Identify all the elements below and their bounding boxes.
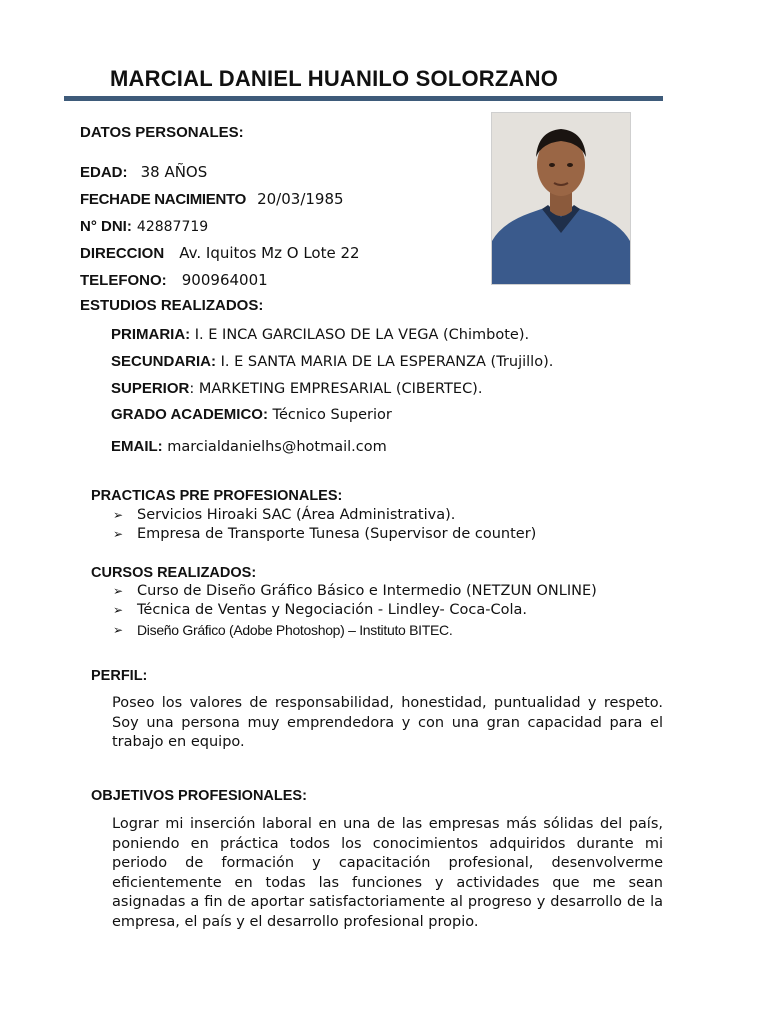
degree-label: GRADO ACADEMICO:	[111, 406, 268, 423]
list-item	[113, 507, 455, 523]
courses-heading: CURSOS REALIZADOS:	[91, 565, 257, 581]
degree-row	[111, 406, 392, 423]
arrow-bullet-icon: ➢	[113, 623, 123, 637]
age-label: EDAD:	[80, 164, 128, 181]
course-item: Diseño Gráfico (Adobe Photoshop) – Instituto BITEC.	[137, 622, 453, 638]
email-label: EMAIL:	[111, 438, 163, 455]
person-portrait-icon	[492, 113, 630, 284]
dni-value: 42887719	[136, 219, 209, 235]
email-value[interactable]: marcialdanielhs@hotmail.com	[167, 439, 387, 455]
profile-heading: PERFIL:	[91, 668, 148, 684]
personal-data-heading: DATOS PERSONALES:	[80, 124, 244, 141]
birth-value: 20/03/1985	[257, 190, 344, 208]
dni-row	[80, 216, 208, 235]
age-row	[80, 162, 207, 181]
phone-value: 900964001	[181, 271, 268, 289]
profile-text: Poseo los valores de responsabilidad, honestidad, puntualidad y respeto. Soy una persona muy emprendedora y con una gran capacidad para el trabajo en equipo.	[112, 695, 663, 750]
objectives-text: Lograr mi inserción laboral en una de las empresas más sólidas del país, poniendo en práctica todos los conocimientos adquiridos durante mi periodo de formación y capacitación profesional, desenvolverme eficientemente en todas las funciones y actividades que me sean asignadas a fin de aportar satisfactoriamente al progreso y desarrollo de la empresa, el país y el desarrollo profesional propio.	[112, 816, 663, 930]
practice-item: Empresa de Transporte Tunesa (Supervisor de counter)	[137, 526, 537, 542]
address-row	[80, 243, 360, 262]
superior-label: SUPERIOR	[111, 380, 190, 397]
practice-item: Servicios Hiroaki SAC (Área Administrativa).	[137, 507, 456, 523]
candidate-name: MARCIAL DANIEL HUANILO SOLORZANO	[110, 66, 559, 91]
practices-heading: PRACTICAS PRE PROFESIONALES:	[91, 488, 343, 504]
arrow-bullet-icon: ➢	[113, 584, 124, 598]
list-item	[113, 622, 452, 638]
objectives-heading: OBJETIVOS PROFESIONALES:	[91, 788, 307, 804]
arrow-bullet-icon: ➢	[113, 527, 124, 541]
secondary-label: SECUNDARIA:	[111, 353, 216, 370]
degree-value: Técnico Superior	[272, 407, 392, 423]
phone-label: TELEFONO:	[80, 272, 167, 289]
secondary-value: I. E SANTA MARIA DE LA ESPERANZA (Trujillo).	[220, 354, 554, 370]
course-item: Técnica de Ventas y Negociación - Lindley- Coca-Cola.	[137, 602, 527, 618]
list-item	[113, 526, 536, 542]
secondary-row	[111, 353, 553, 370]
superior-value: : MARKETING EMPRESARIAL (CIBERTEC).	[189, 381, 483, 397]
primary-value: I. E INCA GARCILASO DE LA VEGA (Chimbote).	[194, 327, 530, 343]
primary-row	[111, 326, 529, 343]
arrow-bullet-icon: ➢	[113, 508, 124, 522]
list-item	[113, 602, 527, 618]
course-item: Curso de Diseño Gráfico Básico e Intermedio (NETZUN ONLINE)	[137, 583, 597, 599]
birth-label: FECHADE NACIMIENTO	[80, 191, 246, 208]
age-value: 38 AÑOS	[140, 163, 208, 181]
birth-row	[80, 189, 344, 208]
profile-photo	[491, 112, 631, 285]
list-item	[113, 583, 597, 599]
superior-row	[111, 380, 482, 397]
address-value: Av. Iquitos Mz O Lote 22	[179, 244, 360, 262]
studies-heading: ESTUDIOS REALIZADOS:	[80, 297, 264, 314]
arrow-bullet-icon: ➢	[113, 603, 124, 617]
primary-label: PRIMARIA:	[111, 326, 191, 343]
email-row	[111, 438, 387, 455]
title-divider	[64, 96, 663, 101]
address-label: DIRECCION	[80, 245, 165, 262]
phone-row	[80, 270, 268, 289]
dni-label: N° DNI:	[80, 218, 132, 235]
